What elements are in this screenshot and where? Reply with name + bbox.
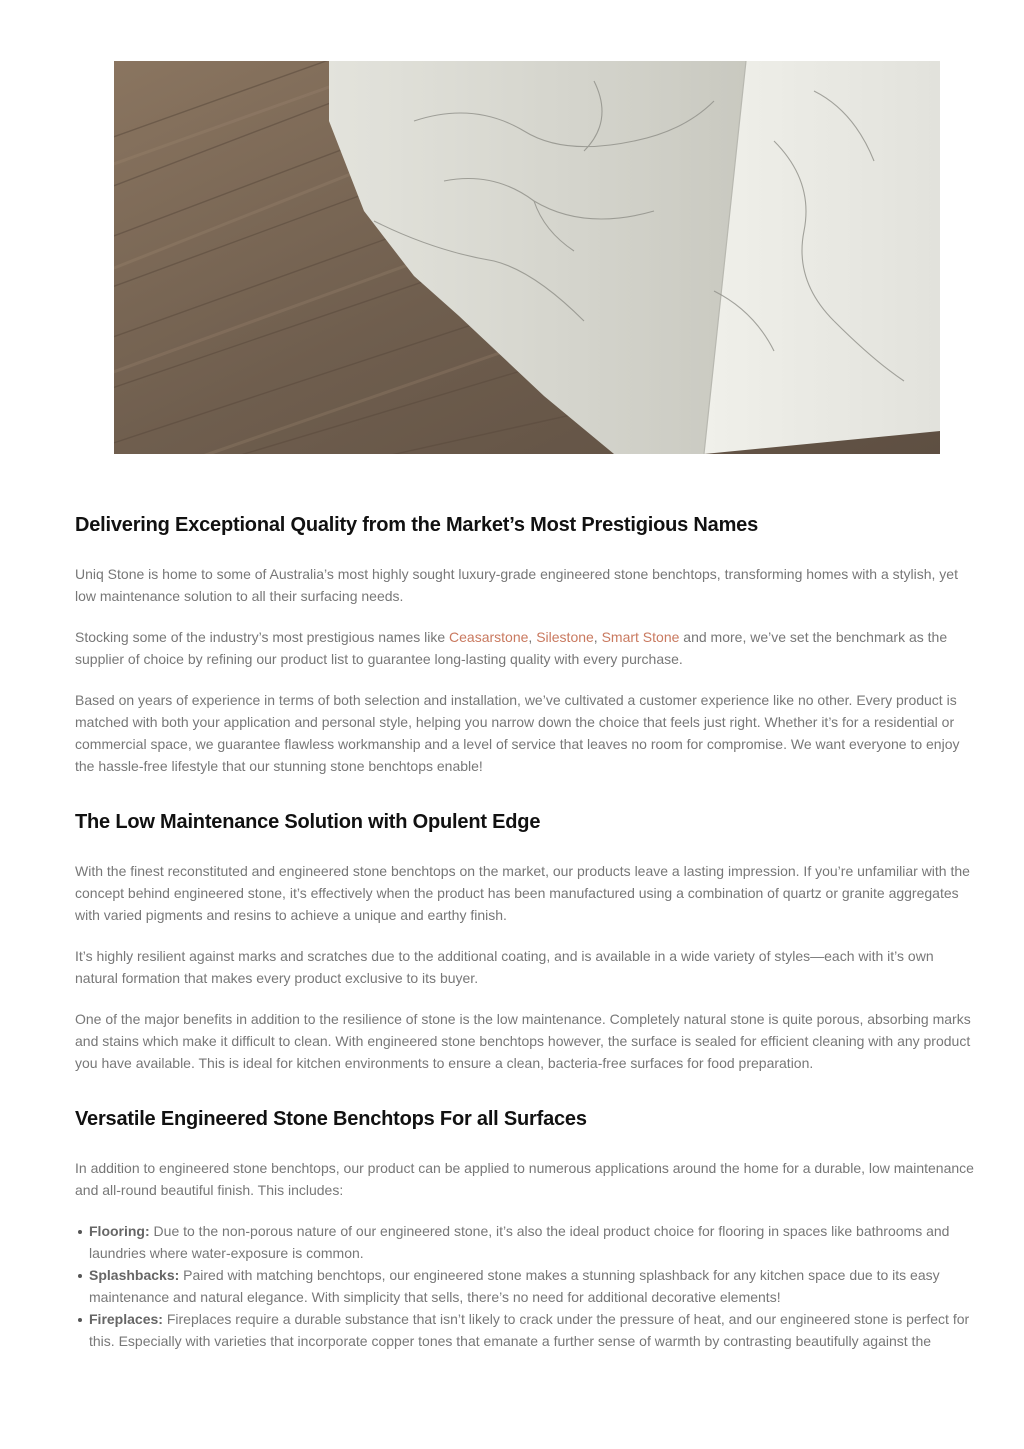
smart-stone-link[interactable]: Smart Stone: [601, 629, 680, 645]
list-item-term: Flooring:: [89, 1223, 150, 1239]
paragraph: One of the major benefits in addition to the resilience of stone is the low maintenance. Completely natural stone is quite porous, absorbing marks and stains which make it difficult to clean. With engineered stone benchtops however, the surface is sealed for efficient cleaning with any product you have available. This is ideal for kitchen environments to ensure a clean, bacteria-free surfaces for food preparation.: [75, 1011, 971, 1071]
article-content: [75, 512, 980, 1384]
ceasarstone-link[interactable]: Ceasarstone: [449, 629, 529, 645]
silestone-link[interactable]: Silestone: [536, 629, 594, 645]
paragraph: Based on years of experience in terms of both selection and installation, we’ve cultivated a customer experience like no other. Every product is matched with both your application and personal style, helping you narrow down the choice that feels just right. Whether it’s for a residential or commercial space, we guarantee flawless workmanship and a level of service that leaves no room for compromise. We want everyone to enjoy the hassle-free lifestyle that our stunning stone benchtops enable!: [75, 692, 960, 774]
list-item: [89, 1220, 980, 1264]
paragraph-brands: [75, 626, 980, 670]
paragraph: In addition to engineered stone benchtops, our product can be applied to numerous applications around the home for a durable, low maintenance and all-round beautiful finish. This includes:: [75, 1160, 974, 1198]
hero-image: [114, 61, 940, 454]
separator: ,: [593, 629, 602, 645]
paragraph: Uniq Stone is home to some of Australia’s most highly sought luxury-grade engineered stone benchtops, transforming homes with a stylish, yet low maintenance solution to all their surfacing needs.: [75, 566, 958, 604]
paragraph: It’s highly resilient against marks and scratches due to the additional coating, and is available in a wide variety of styles—each with it’s own natural formation that makes every product exclusive to its buyer.: [75, 948, 934, 986]
paragraph-text: and more, we’ve set the benchmark as the supplier of choice by refining our product list to guarantee long-lasting quality with every purchase.: [75, 629, 948, 667]
section-versatile: [75, 1106, 980, 1352]
list-item: [89, 1308, 980, 1352]
list-item-term: Fireplaces:: [89, 1311, 163, 1327]
section-heading: The Low Maintenance Solution with Opulent Edge: [75, 811, 541, 833]
list-item: [89, 1264, 980, 1308]
section-heading: Delivering Exceptional Quality from the Market’s Most Prestigious Names: [75, 514, 759, 536]
section-low-maintenance: [75, 809, 980, 1074]
paragraph: With the finest reconstituted and engineered stone benchtops on the market, our products leave a lasting impression. If you’re unfamiliar with the concept behind engineered stone, it’s effectively when the product has been manufactured using a combination of quartz or granite aggregates with varied pigments and resins to achieve a unique and earthy finish.: [75, 863, 970, 923]
list-item-text: Fireplaces require a durable substance that isn’t likely to crack under the pressure of heat, and our engineered stone is perfect for this. Especially with varieties that incorporate copper tones that emanate a further sense of warmth by contrasting beautifully against the: [89, 1311, 970, 1349]
benchtop-photo: [114, 61, 940, 454]
list-item-term: Splashbacks:: [89, 1267, 180, 1283]
paragraph-text: Stocking some of the industry’s most prestigious names like: [75, 629, 450, 645]
list-item-text: Paired with matching benchtops, our engineered stone makes a stunning splashback for any kitchen space due to its easy maintenance and natural elegance. With simplicity that sells, there’s no need for additional decorative elements!: [89, 1267, 940, 1305]
list-item-text: Due to the non-porous nature of our engineered stone, it’s also the ideal product choice for flooring in spaces like bathrooms and laundries where water-exposure is common.: [89, 1223, 950, 1261]
section-heading: Versatile Engineered Stone Benchtops For all Surfaces: [75, 1108, 587, 1130]
applications-list: [75, 1220, 980, 1352]
section-quality: [75, 512, 980, 777]
separator: ,: [528, 629, 537, 645]
